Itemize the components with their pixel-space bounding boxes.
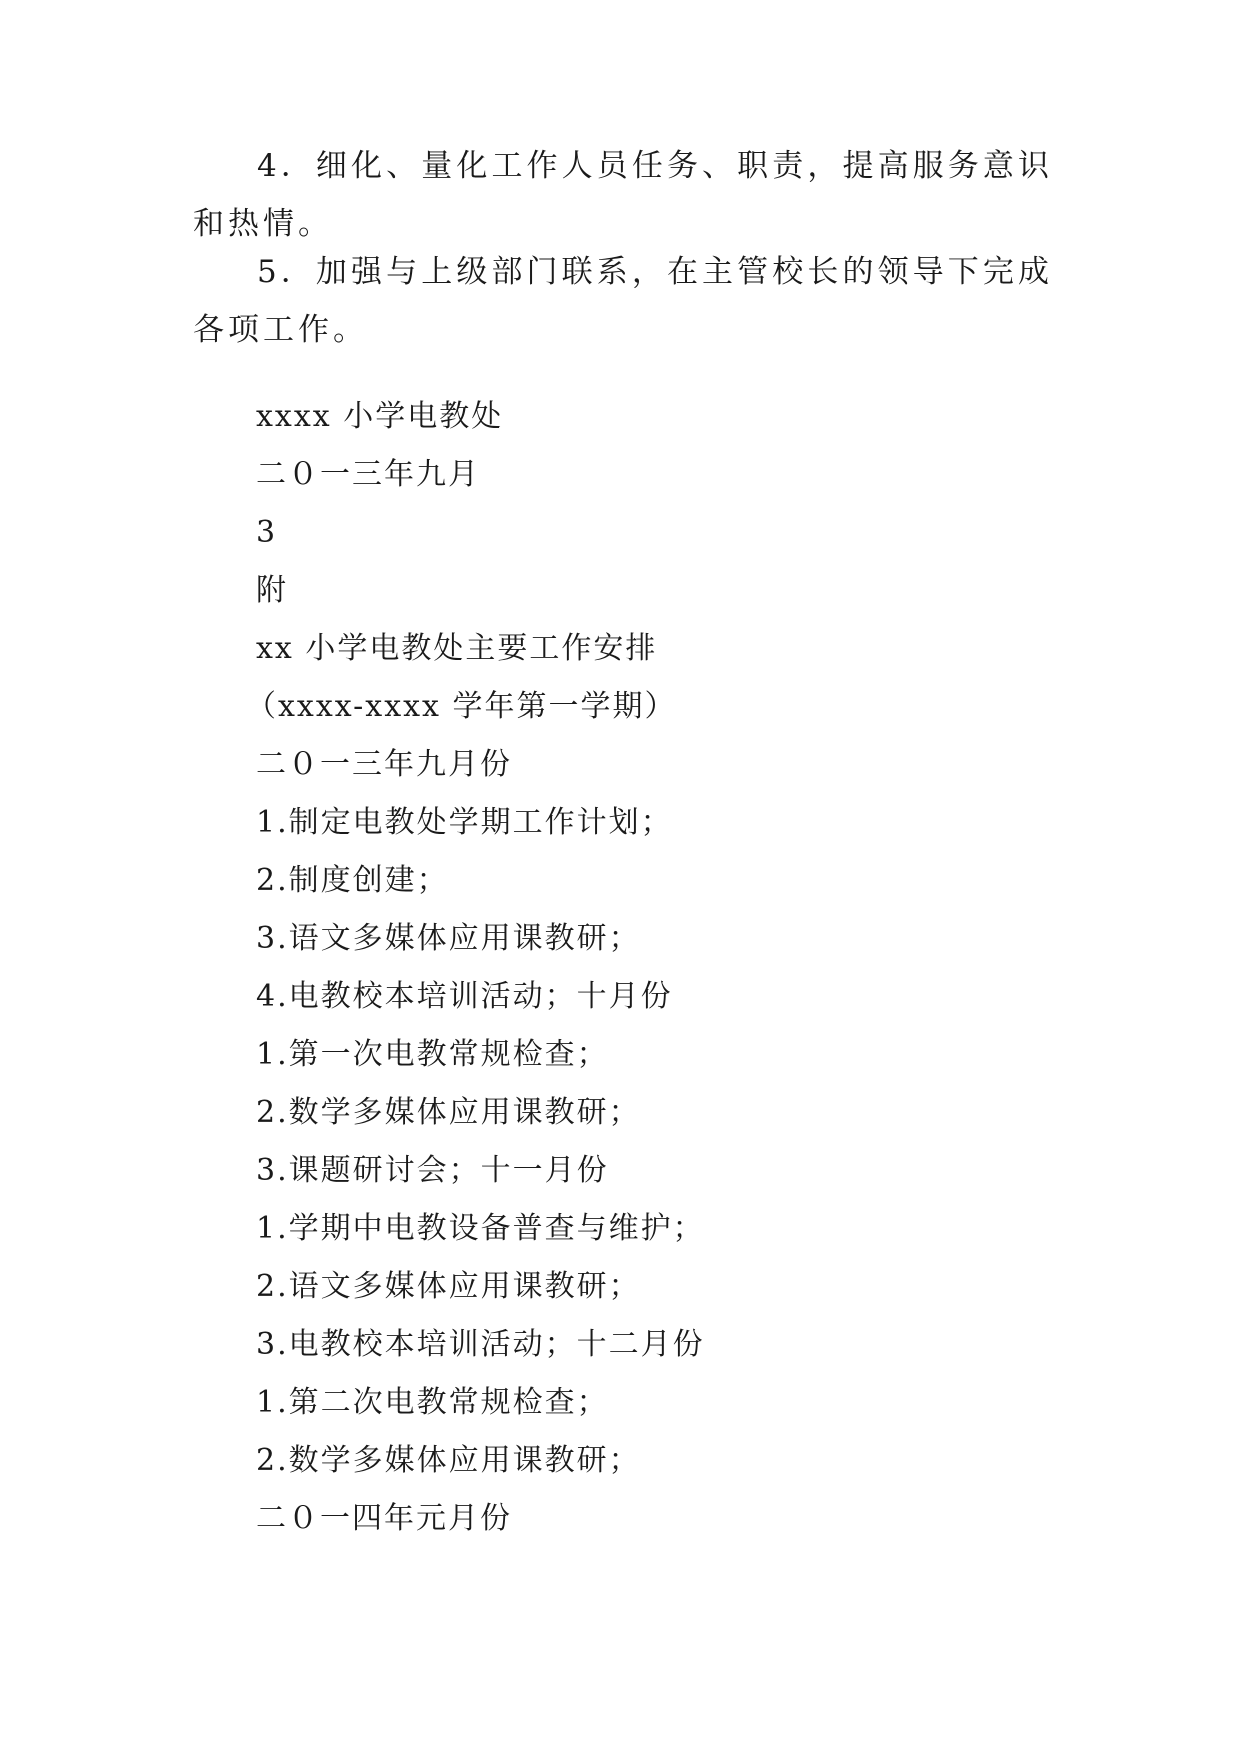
schedule-line: 1.制定电教处学期工作计划；: [256, 805, 673, 840]
schedule-line: 1.学期中电教设备普查与维护；: [256, 1211, 705, 1246]
schedule-line: 二０一三年九月份: [256, 747, 512, 782]
schedule-line: 2.语文多媒体应用课教研；: [256, 1269, 641, 1304]
appendix-label: 附: [256, 573, 288, 608]
schedule-line: 2.制度创建；: [256, 863, 449, 898]
signature-org: xxxx 小学电教处: [256, 399, 504, 434]
schedule-line: 1.第一次电教常规检查；: [256, 1037, 609, 1072]
paragraph-item-4: 4．细化、量化工作人员任务、职责，提高服务意识和热情。: [193, 148, 1053, 242]
schedule-line: 4.电教校本培训活动；十月份: [256, 979, 673, 1014]
schedule-line: 3.语文多媒体应用课教研；: [256, 921, 641, 956]
schedule-line: 1.第二次电教常规检查；: [256, 1385, 609, 1420]
schedule-line: 3.课题研讨会；十一月份: [256, 1153, 609, 1188]
paragraph-item-5: 5．加强与上级部门联系，在主管校长的领导下完成各项工作。: [193, 254, 1053, 348]
appendix-title: xx 小学电教处主要工作安排: [256, 631, 658, 666]
schedule-line: 二０一四年元月份: [256, 1501, 512, 1536]
appendix-subtitle: （xxxx-xxxx 学年第一学期）: [246, 689, 677, 724]
schedule-line: 2.数学多媒体应用课教研；: [256, 1443, 641, 1478]
page-number: 3: [256, 515, 278, 550]
schedule-line: 3.电教校本培训活动；十二月份: [256, 1327, 705, 1362]
signature-date: 二０一三年九月: [256, 457, 480, 492]
schedule-line: 2.数学多媒体应用课教研；: [256, 1095, 641, 1130]
